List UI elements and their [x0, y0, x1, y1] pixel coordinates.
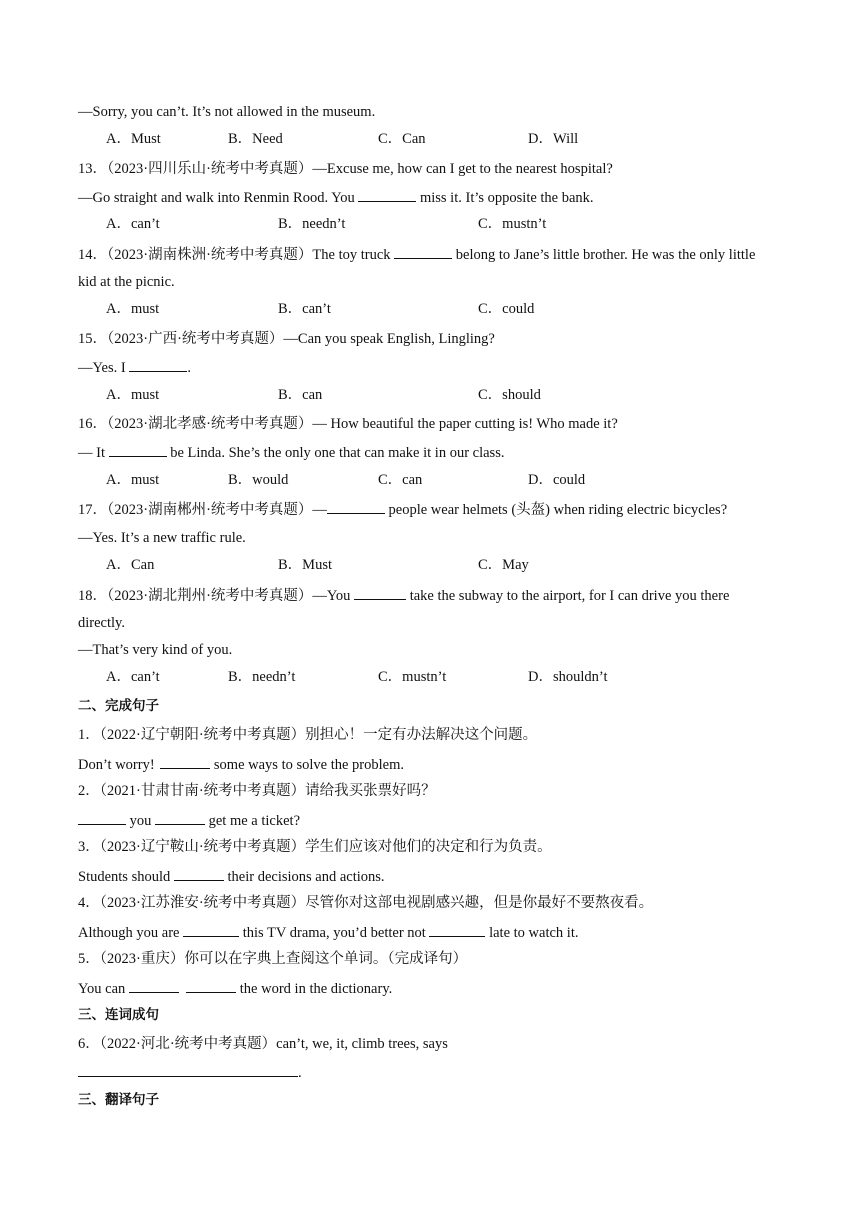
- s5-chinese: 你可以在字典上查阅这个单词。（完成译句）: [184, 951, 468, 967]
- q12-option-b: B．Need: [228, 131, 283, 147]
- s2-blank-2: [155, 811, 205, 825]
- q14-line2: kid at the picnic.: [78, 274, 175, 290]
- s5-source: （2023·重庆）: [99, 951, 185, 967]
- s4-number: 4．: [78, 895, 100, 911]
- s2-number: 2．: [78, 783, 100, 799]
- q15-line2-end: .: [187, 360, 191, 376]
- q17-option-a: A．Can: [106, 557, 155, 573]
- q16-line1: — How beautiful the paper cutting is! Who made it?: [312, 416, 618, 432]
- s2-english-middle: you: [126, 813, 155, 829]
- w6-source: （2022·河北·统考中考真题）: [99, 1036, 277, 1052]
- q13-option-c: C．mustn’t: [478, 216, 547, 232]
- q12-option-d: D．Will: [528, 131, 579, 147]
- q18-option-c: C．mustn’t: [378, 669, 447, 685]
- q15-line2: [78, 358, 191, 377]
- q14-option-b: B．can’t: [278, 301, 331, 317]
- q17-source: （2023·湖南郴州·统考中考真题）: [107, 502, 313, 518]
- q13-source: （2023·四川乐山·统考中考真题）: [107, 161, 313, 177]
- q16-option-c: C．can: [378, 472, 423, 488]
- q14-question: [78, 245, 755, 264]
- s4-english-start: Although you are: [78, 925, 184, 941]
- q17-number: 17．: [78, 502, 107, 518]
- q13-line2-end: miss it. It’s opposite the bank.: [416, 190, 594, 206]
- s1-source: （2022·辽宁朝阳·统考中考真题）: [99, 727, 306, 743]
- s2-blank-1: [78, 811, 126, 825]
- s1-english-end: some ways to solve the problem.: [210, 757, 404, 773]
- q16-line2-end: be Linda. She’s the only one that can make it in our class.: [166, 445, 505, 461]
- q13-line2-start: —Go straight and walk into Renmin Rood. You: [78, 190, 359, 206]
- s2-prompt: [78, 782, 436, 800]
- q15-option-b: B．can: [278, 387, 323, 403]
- s2-english-end: get me a ticket?: [205, 813, 301, 829]
- q13-question: [78, 160, 613, 178]
- q12-option-a: A．Must: [106, 131, 161, 147]
- q13-number: 13．: [78, 161, 107, 177]
- q13-option-a: A．can’t: [106, 216, 160, 232]
- s5-english-start: You can: [78, 981, 129, 997]
- q15-number: 15．: [78, 331, 107, 347]
- s1-english: [78, 755, 404, 774]
- s5-english-end: the word in the dictionary.: [236, 981, 393, 997]
- s4-prompt: [78, 894, 653, 912]
- q16-option-a: A．must: [106, 472, 160, 488]
- q13-line1: —Excuse me, how can I get to the nearest hospital?: [312, 161, 613, 177]
- q18-option-a: A．can’t: [106, 669, 160, 685]
- s3-chinese: 学生们应该对他们的决定和行为负责。: [305, 839, 552, 855]
- s3-english-end: their decisions and actions.: [223, 869, 385, 885]
- q18-option-d: D．shouldn’t: [528, 669, 608, 685]
- section-heading-word-order: 三、连词成句: [78, 1007, 159, 1023]
- s3-number: 3．: [78, 839, 100, 855]
- section-heading-translate: 三、翻译句子: [78, 1092, 159, 1108]
- q16-question: [78, 415, 618, 433]
- s3-prompt: [78, 838, 552, 856]
- w6-period: .: [298, 1065, 302, 1081]
- s3-english-start: Students should: [78, 869, 174, 885]
- w6-prompt: [78, 1035, 448, 1053]
- q16-blank: [109, 443, 167, 457]
- s4-blank-1: [183, 923, 239, 937]
- q18-blank: [354, 586, 406, 600]
- q15-line1: —Can you speak English, Lingling?: [283, 331, 495, 347]
- s4-chinese: 尽管你对这部电视剧感兴趣，但是你最好不要熬夜看。: [305, 895, 654, 911]
- q17-line2: —Yes. It’s a new traffic rule.: [78, 530, 246, 546]
- q17-blank: [327, 500, 385, 514]
- q13-line2: [78, 188, 594, 207]
- q14-option-c: C．could: [478, 301, 535, 317]
- q16-source: （2023·湖北孝感·统考中考真题）: [107, 416, 313, 432]
- q18-line1-start: —You: [312, 588, 355, 604]
- q13-blank: [358, 188, 416, 202]
- s2-source: （2021·甘肃甘南·统考中考真题）: [99, 783, 306, 799]
- q16-option-d: D．could: [528, 472, 586, 488]
- q16-line2: [78, 443, 504, 462]
- q15-line2-start: —Yes. I: [78, 360, 130, 376]
- s1-chinese: 别担心！一定有办法解决这个问题。: [305, 727, 538, 743]
- s2-english: [78, 811, 300, 830]
- q17-line1-end: people wear helmets (头盔) when riding electric bicycles?: [384, 502, 728, 518]
- q12-option-c: C．Can: [378, 131, 426, 147]
- q18-line1-end: take the subway to the airport, for I can drive you there: [406, 588, 730, 604]
- q12-answer-line: —Sorry, you can’t. It’s not allowed in the museum.: [78, 104, 376, 120]
- q18-number: 18．: [78, 588, 107, 604]
- s3-source: （2023·辽宁鞍山·统考中考真题）: [99, 839, 306, 855]
- s2-chinese: 请给我买张票好吗？: [305, 783, 436, 799]
- q14-line1-start: The toy truck: [312, 247, 395, 263]
- q14-source: （2023·湖南株洲·统考中考真题）: [107, 247, 313, 263]
- q17-option-b: B．Must: [278, 557, 332, 573]
- w6-words: can’t, we, it, climb trees, says: [276, 1036, 448, 1052]
- q15-question: [78, 330, 495, 348]
- s4-english-end: late to watch it.: [485, 925, 579, 941]
- q16-line2-start: — It: [78, 445, 109, 461]
- q15-blank: [129, 358, 187, 372]
- s1-number: 1．: [78, 727, 100, 743]
- s4-english-middle: this TV drama, you’d better not: [239, 925, 430, 941]
- q18-option-b: B．needn’t: [228, 669, 296, 685]
- q17-option-c: C．May: [478, 557, 529, 573]
- w6-number: 6．: [78, 1036, 100, 1052]
- q17-question: [78, 500, 727, 519]
- q18-source: （2023·湖北荆州·统考中考真题）: [107, 588, 313, 604]
- s4-source: （2023·江苏淮安·统考中考真题）: [99, 895, 306, 911]
- q13-option-b: B．needn’t: [278, 216, 346, 232]
- q17-line1-start: —: [312, 502, 327, 518]
- q18-line3: —That’s very kind of you.: [78, 642, 233, 658]
- q14-option-a: A．must: [106, 301, 160, 317]
- s4-blank-2: [429, 923, 485, 937]
- s1-prompt: [78, 726, 537, 744]
- s1-blank: [160, 755, 210, 769]
- q16-number: 16．: [78, 416, 107, 432]
- section-heading-complete-sentences: 二、完成句子: [78, 698, 159, 714]
- s5-blank-2: [186, 979, 236, 993]
- s5-number: 5．: [78, 951, 100, 967]
- s1-english-start: Don’t worry!: [78, 757, 159, 773]
- s4-english: [78, 923, 578, 942]
- s5-blank-1: [129, 979, 179, 993]
- q14-blank: [394, 245, 452, 259]
- s5-prompt: [78, 950, 467, 968]
- q15-option-c: C．should: [478, 387, 541, 403]
- w6-answer-line: [78, 1063, 302, 1082]
- q15-source: （2023·广西·统考中考真题）: [107, 331, 284, 347]
- q14-number: 14．: [78, 247, 107, 263]
- s5-english: [78, 979, 392, 998]
- s3-blank: [174, 867, 224, 881]
- q14-line1-end: belong to Jane’s little brother. He was the only little: [452, 247, 756, 263]
- q16-option-b: B．would: [228, 472, 289, 488]
- q18-line2: directly.: [78, 615, 125, 631]
- w6-blank: [78, 1063, 298, 1077]
- s3-english: [78, 867, 385, 886]
- q15-option-a: A．must: [106, 387, 160, 403]
- q18-question: [78, 586, 729, 605]
